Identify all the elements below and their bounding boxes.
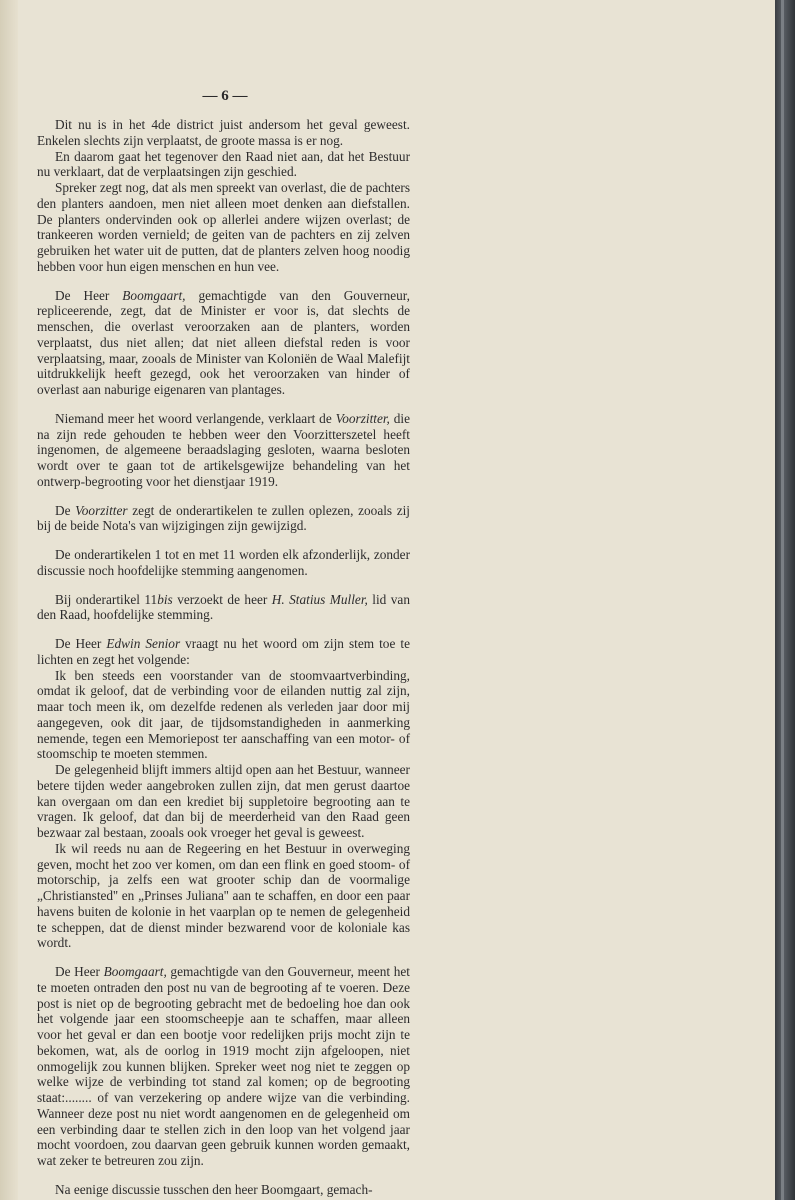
paragraph: De gelegenheid blijft immers altijd open aan het Bestuur, wanneer betere tijden weder aangebroken zullen zijn, dat men gerust daartoe kan overgaan om dan een krediet bij suppletoire begrooting aan te vragen. Ik geloof, dat dan bij de meerderheid van den Raad geen bezwaar zal bestaan, zooals ook vroeger het geval is geweest. bbox=[37, 762, 410, 840]
paragraph: En daarom gaat het tegenover den Raad niet aan, dat het Bestuur nu verklaart, dat de verplaatsingen zijn geschied. bbox=[37, 148, 410, 180]
page-number: — 6 — bbox=[202, 88, 248, 104]
paragraph: Ik ben steeds een voorstander van de stoomvaartverbinding, omdat ik geloof, dat de verbinding voor de eilanden nuttig zal zijn, maar toch meen ik, om dezelfde redenen als verleden jaar door mij aangegeven, ook dit jaar, de tijdsomstandigheden in aanmerking nemende, tegen een Memoriepost ter aanschaffing van een motor- of stoomschip te moeten stemmen. bbox=[37, 667, 410, 762]
paragraph: De Voorzitter zegt de onderartikelen te zullen oplezen, zooals zij bij de beide Nota's van wijzigingen zijn gewijzigd. bbox=[37, 502, 410, 534]
paragraph: Dit nu is in het 4de district juist andersom het geval geweest. Enkelen slechts zijn verplaatst, de groote massa is er nog. bbox=[37, 117, 410, 148]
paragraph: De Heer Boomgaart, gemachtigde van den Gouverneur, meent het te moeten ontraden den post nu van de begrooting af te voeren. Deze post is niet op de begrooting gebracht met de bedoeling hoe dan ook het volgende jaar een stoomscheepje aan te schaffen, maar alleen voor het geval er dan een bootje voor redelijken prijs mocht zijn te bekomen, wat, als de oorlog in 1919 mocht zijn afgeloopen, niet onmogelijk zou kunnen blijken. Spreker weet nog niet te zeggen op welke wijze de verbinding tot stand zal komen; op de begrooting staat:........ of van verzekering op andere wijze van die verbinding. Wanneer deze post nu niet wordt aangenomen en de gelegenheid om een verbinding daar te stellen zich in den loop van het volgend jaar mocht voordoen, zou daarvan geen gebruik kunnen worden gemaakt, wat zeker te betreuren zou zijn. bbox=[37, 964, 410, 1168]
body-text bbox=[37, 117, 410, 1198]
paragraph: Spreker zegt nog, dat als men spreekt van overlast, die de pachters den planters aandoen, men niet alleen moet denken aan diefstallen. De planters ondervinden ook op allerlei andere wijzen overlast; de trankeeren worden vernield; de geiten van de pachters en zij zelven gebruiken het water uit de putten, dat de planters zelven hoog noodig hebben voor hun eigen menschen en hun vee. bbox=[37, 180, 410, 274]
paragraph: De onderartikelen 1 tot en met 11 worden elk afzonderlijk, zonder discussie noch hoofdelijke stemming aangenomen. bbox=[37, 547, 410, 578]
paragraph: De Heer Boomgaart, gemachtigde van den Gouverneur, repliceerende, zegt, dat de Minister er voor is, dat slechts de menschen, die overlast veroorzaken aan de planters, worden verplaatst, dus niet allen; dat niet alleen diefstal reden is voor verplaatsing, maar, zooals de Minister van Koloniën de Waal Malefijt uitdrukkelijk heeft gezegd, ook het veroorzaken van hinder of overlast aan naburige eigenaren van plantages. bbox=[37, 287, 410, 397]
paragraph: Niemand meer het woord verlangende, verklaart de Voorzitter, die na zijn rede gehouden te hebben weer den Voorzitterszetel heeft ingenomen, de algemeene beraadslaging gesloten, waarna besloten wordt over te gaan tot de artikelsgewijze behandeling van het ontwerp-begrooting voor het dienstjaar 1919. bbox=[37, 410, 410, 489]
paragraph: Ik wil reeds nu aan de Regeering en het Bestuur in overweging geven, mocht het zoo ver komen, om dan een flink en goed stoom- of motorschip, ja zelfs een wat grooter schip dan de voormalige „Christiansted'' en „Prinses Juliana'' aan te schaffen, en door een paar havens buiten de kolonie in het vaarplan op te nemen de gelegenheid te scheppen, dat de dienst minder bezwarend voor de koloniale kas wordt. bbox=[37, 840, 410, 951]
paragraph: De Heer Edwin Senior vraagt nu het woord om zijn stem toe te lichten en zegt het volgende: bbox=[37, 636, 410, 667]
paragraph: Bij onderartikel 11bis verzoekt de heer H. Statius Muller, lid van den Raad, hoofdelijke stemming. bbox=[37, 591, 410, 623]
book-spine bbox=[775, 0, 795, 1200]
paragraph: Na eenige discussie tusschen den heer Boomgaart, gemach- bbox=[55, 1181, 373, 1197]
